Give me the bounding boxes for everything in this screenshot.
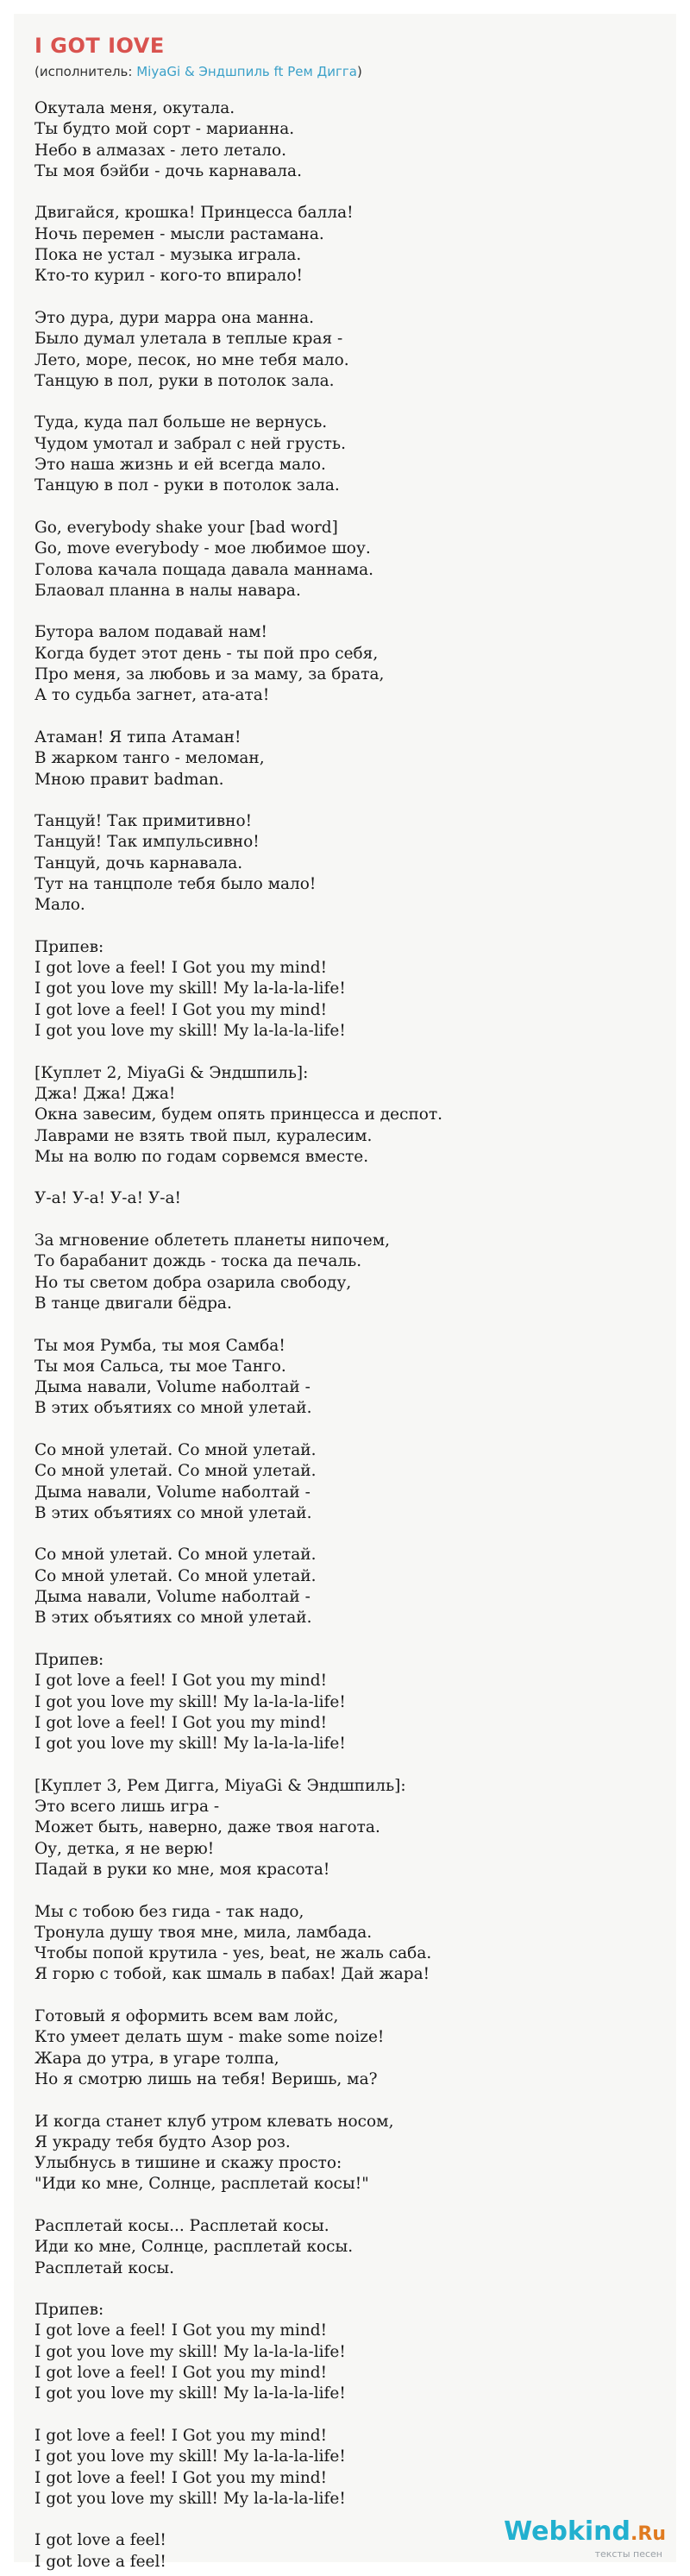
lyrics-line: Припев:: [34, 2301, 104, 2320]
lyrics-line: Пока не устал - музыка играла.: [34, 246, 302, 265]
lyrics-line: В танце двигали бёдра.: [34, 1294, 232, 1313]
lyrics-stanza: [34, 2112, 656, 2195]
lyrics-stanza: [34, 727, 656, 790]
lyrics-stanza: [34, 1231, 656, 1314]
lyrics-line: I got love a feel! I Got you my mind!: [34, 959, 328, 978]
lyrics-line: Голова качала пощада давала маннама.: [34, 560, 374, 579]
lyrics-line: Оу, детка, я не верю!: [34, 1839, 215, 1858]
lyrics-line: [Куплет 2, MiyaGi & Эндшпиль]:: [34, 1063, 309, 1082]
lyrics-line: Улыбнусь в тишине и скажу просто:: [34, 2154, 342, 2173]
lyrics-line: I got you love my skill! My la-la-la-life!: [34, 2447, 346, 2466]
lyrics-line: Небо в алмазах - лето летало.: [34, 141, 286, 160]
lyrics-line: I got you love my skill! My la-la-la-life!: [34, 1022, 346, 1041]
lyrics-stanza: [34, 1063, 656, 1168]
lyrics-line: I got love a feel! I Got you my mind!: [34, 1713, 328, 1732]
lyrics-line: Кто-то курил - кого-то впирало!: [34, 267, 303, 286]
lyrics-line: I got you love my skill! My la-la-la-life!: [34, 1735, 346, 1754]
lyrics-line: Припев:: [34, 937, 104, 956]
lyrics-line: Тут на танцполе тебя было мало!: [34, 874, 317, 893]
lyrics-line: Ночь перемен - мысли растамана.: [34, 224, 324, 243]
lyrics-stanza: [34, 518, 656, 601]
lyrics-line: Я горю с тобой, как шмаль в пабах! Дай жара!: [34, 1965, 430, 1984]
lyrics-line: Чудом умотал и забрал с ней грусть.: [34, 434, 346, 453]
lyrics-stanza: [34, 2216, 656, 2279]
lyrics-line: Со мной улетай. Со мной улетай.: [34, 1462, 317, 1481]
lyrics-line: В этих объятиях со мной улетай.: [34, 1609, 312, 1628]
lyrics-line: I got love a feel! I Got you my mind!: [34, 2321, 328, 2340]
lyrics-line: Танцуй! Так импульсивно!: [34, 833, 260, 852]
lyrics-line: I got love a feel! I Got you my mind!: [34, 1000, 328, 1019]
lyrics-line: Я украду тебя будто Азор роз.: [34, 2132, 291, 2151]
lyrics-line: I got love a feel! I Got you my mind!: [34, 2468, 328, 2487]
lyrics-line: Падай в руки ко мне, моя красота!: [34, 1860, 330, 1879]
song-title: I GOT IOVE: [34, 34, 165, 58]
lyrics-line: Готовый я оформить всем вам лойс,: [34, 2007, 339, 2026]
lyrics-body: [34, 98, 656, 2573]
lyrics-stanza: [34, 1545, 656, 1628]
lyrics-line: Расплетай косы... Расплетай косы.: [34, 2216, 329, 2235]
lyrics-line: Припев:: [34, 1650, 104, 1669]
lyrics-line: Танцуй! Так примитивно!: [34, 812, 253, 831]
lyrics-line: Дыма навали, Volume наболтай -: [34, 1588, 310, 1607]
lyrics-line: Мы с тобою без гида - так надо,: [34, 1902, 304, 1921]
logo-name: Webkind: [504, 2516, 631, 2547]
lyrics-line: За мгновение облететь планеты нипочем,: [34, 1231, 390, 1250]
lyrics-line: Со мной улетай. Со мной улетай.: [34, 1546, 317, 1565]
lyrics-stanza: [34, 308, 656, 392]
lyrics-line: Бутора валом подавай нам!: [34, 623, 267, 642]
lyrics-line: Окна завесим, будем опять принцесса и деспот.: [34, 1105, 443, 1124]
lyrics-line: I got love a feel! I Got you my mind!: [34, 2364, 328, 2383]
lyrics-line: Тронула душу твоя мне, мила, ламбада.: [34, 1923, 373, 1942]
lyrics-line: Блаовал планна в налы навара.: [34, 581, 301, 600]
page-container: [14, 14, 676, 2571]
lyrics-line: I got you love my skill! My la-la-la-life!: [34, 2342, 346, 2361]
lyrics-line: Про меня, за любовь и за маму, за брата,: [34, 665, 385, 684]
lyrics-stanza: [34, 1188, 656, 1209]
lyrics-line: Иди ко мне, Солнце, расплетай косы.: [34, 2238, 354, 2257]
lyrics-line: Туда, куда пал больше не вернусь.: [34, 413, 328, 432]
logo-wordmark: [504, 2518, 666, 2548]
lyrics-line: Но ты светом добра озарила свободу,: [34, 1273, 352, 1292]
lyrics-stanza: [34, 1440, 656, 1524]
lyrics-line: I got love a feel!: [34, 2552, 166, 2571]
lyrics-line: Ты моя Румба, ты моя Самба!: [34, 1336, 285, 1355]
lyrics-line: Расплетай косы.: [34, 2258, 175, 2277]
artist-link[interactable]: MiyaGi & Эндшпиль ft Рем Дигга: [136, 64, 357, 79]
lyrics-line: Когда будет этот день - ты пой про себя,: [34, 644, 379, 663]
lyrics-line: "Иди ко мне, Солнце, расплетай косы!": [34, 2175, 369, 2194]
lyrics-line: В этих объятиях со мной улетай.: [34, 1399, 312, 1418]
lyrics-line: Танцуй, дочь карнавала.: [34, 853, 243, 872]
lyrics-line: Ты моя Сальса, ты мое Танго.: [34, 1357, 286, 1376]
lyrics-line: Мною правит badman.: [34, 770, 224, 789]
lyrics-line: Дыма навали, Volume наболтай -: [34, 1483, 310, 1502]
lyrics-line: Но я смотрю лишь на тебя! Веришь, ма?: [34, 2069, 378, 2088]
lyrics-line: Окутала меня, окутала.: [34, 99, 235, 117]
lyrics-line: Атаман! Я типа Атаман!: [34, 727, 242, 746]
lyrics-line: Дыма навали, Volume наболтай -: [34, 1378, 310, 1397]
song-byline: [34, 62, 362, 81]
lyrics-line: Лето, море, песок, но мне тебя мало.: [34, 350, 349, 369]
lyrics-line: Go, everybody shake your [bad word]: [34, 518, 338, 537]
lyrics-line: Кто умеет делать шум - make some noize!: [34, 2028, 385, 2047]
lyrics-stanza: [34, 1776, 656, 1880]
lyrics-line: Лаврами не взять твой пыл, куралесим.: [34, 1126, 373, 1145]
lyrics-stanza: [34, 203, 656, 287]
lyrics-stanza: [34, 1902, 656, 1986]
lyrics-line: В этих объятиях со мной улетай.: [34, 1503, 312, 1522]
lyrics-line: I got you love my skill! My la-la-la-life!: [34, 2489, 346, 2508]
lyrics-line: А то судьба загнет, ата-ата!: [34, 686, 270, 705]
lyrics-stanza: [34, 413, 656, 496]
lyrics-line: Может быть, наверно, даже твоя нагота.: [34, 1818, 380, 1837]
lyrics-line: Ты будто мой сорт - марианна.: [34, 120, 295, 139]
lyrics-stanza: [34, 2426, 656, 2510]
lyrics-stanza: [34, 98, 656, 182]
lyrics-line: Двигайся, крошка! Принцесса балла!: [34, 204, 354, 223]
lyrics-line: Танцую в пол - руки в потолок зала.: [34, 476, 340, 495]
lyrics-line: Танцую в пол, руки в потолок зала.: [34, 371, 335, 390]
logo-tagline: тексты песен: [594, 2548, 662, 2560]
lyrics-stanza: [34, 1336, 656, 1420]
lyrics-line: Ты моя бэйби - дочь карнавала.: [34, 161, 302, 180]
lyrics-line: I got love a feel! I Got you my mind!: [34, 1672, 328, 1691]
lyrics-line: I got you love my skill! My la-la-la-life!: [34, 1692, 346, 1711]
lyrics-stanza: [34, 2006, 656, 2090]
byline-prefix: (исполнитель:: [34, 64, 137, 79]
lyrics-line: Чтобы попой крутила - yes, beat, не жаль саба.: [34, 1944, 432, 1963]
lyrics-line: Мало.: [34, 896, 85, 915]
lyrics-line: Это наша жизнь и ей всегда мало.: [34, 456, 326, 475]
lyrics-line: То барабанит дождь - тоска да печаль.: [34, 1252, 362, 1271]
lyrics-line: Мы на волю по годам сорвемся вместе.: [34, 1147, 369, 1166]
lyrics-line: I got you love my skill! My la-la-la-life!: [34, 979, 346, 998]
lyrics-line: [Куплет 3, Рем Дигга, MiyaGi & Эндшпиль]:: [34, 1776, 406, 1795]
site-logo[interactable]: [504, 2518, 666, 2560]
lyrics-line: И когда станет клуб утром клевать носом,: [34, 2112, 394, 2131]
lyrics-line: Джа! Джа! Джа!: [34, 1084, 176, 1103]
byline-suffix: ): [356, 64, 362, 79]
lyrics-line: Это всего лишь игра -: [34, 1798, 220, 1817]
lyrics-stanza: [34, 2300, 656, 2404]
lyrics-line: Со мной улетай. Со мной улетай.: [34, 1566, 317, 1585]
lyrics-line: Со мной улетай. Со мной улетай.: [34, 1441, 317, 1459]
lyrics-stanza: [34, 937, 656, 1042]
lyrics-line: Go, move everybody - мое любимое шоу.: [34, 539, 371, 558]
lyrics-line: В жарком танго - меломан,: [34, 749, 265, 768]
lyrics-line: I got love a feel! I Got you my mind!: [34, 2426, 328, 2445]
lyrics-stanza: [34, 811, 656, 916]
lyrics-stanza: [34, 622, 656, 706]
lyrics-line: Это дура, дури марра она манна.: [34, 308, 315, 327]
lyrics-line: Было думал улетала в теплые края -: [34, 330, 343, 349]
lyrics-stanza: [34, 1650, 656, 1754]
lyrics-line: I got love a feel!: [34, 2531, 166, 2550]
lyrics-line: Жара до утра, в угаре толпа,: [34, 2049, 279, 2068]
lyrics-line: I got you love my skill! My la-la-la-life!: [34, 2384, 346, 2403]
logo-tld: .Ru: [630, 2523, 666, 2545]
lyrics-line: У-а! У-а! У-а! У-а!: [34, 1189, 181, 1208]
